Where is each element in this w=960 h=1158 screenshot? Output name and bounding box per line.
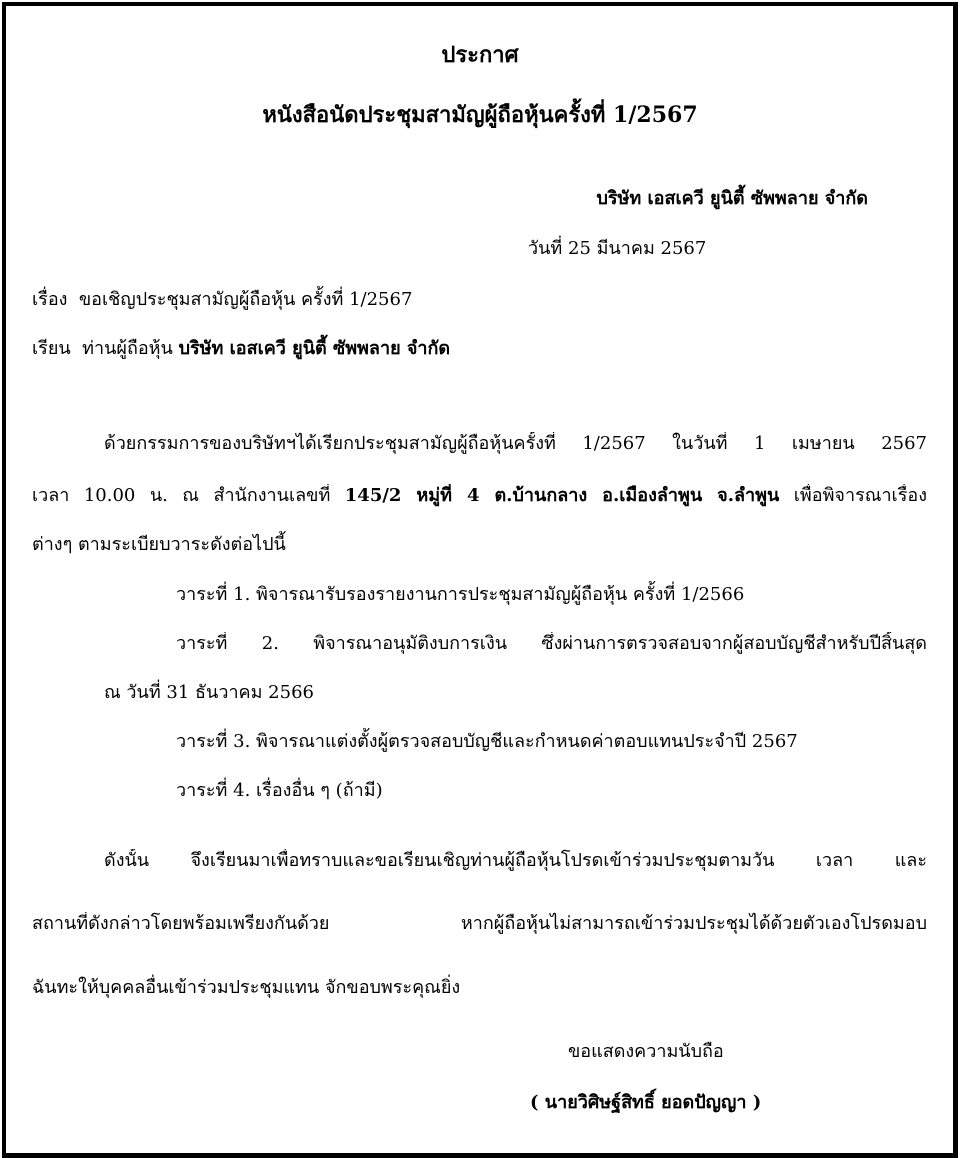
agenda-item-3: วาระที่ 3. พิจารณาแต่งตั้งผู้ตรวจสอบบัญชีและกำหนดค่าตอบแทนประจำปี 2567 — [176, 731, 798, 752]
closing-line-2: สถานที่ดังกล่าวโดยพร้อมเพรียงกันด้วย หากผู้ถือหุ้นไม่สามารถเข้าร่วมประชุมได้ด้วยตัวเองโปรดมอบ — [32, 913, 927, 934]
agenda-item-2-continuation: ณ วันที่ 31 ธันวาคม 2566 — [104, 682, 314, 703]
page-subtitle: หนังสือนัดประชุมสามัญผู้ถือหุ้นครั้งที่ 1/2567 — [262, 102, 698, 128]
body-line-2-pre: เวลา 10.00 น. ณ สำนักงานเลขที่ — [32, 485, 331, 506]
body-line-1: ด้วยกรรมการของบริษัทฯได้เรียกประชุมสามัญผู้ถือหุ้นครั้งที่ 1/2567 ในวันที่ 1 เมษายน 2567 — [104, 433, 927, 454]
subject-label: เรื่อง — [32, 289, 68, 310]
agenda-item-4: วาระที่ 4. เรื่องอื่น ๆ (ถ้ามี) — [176, 780, 383, 801]
subject-text: ขอเชิญประชุมสามัญผู้ถือหุ้น ครั้งที่ 1/2567 — [78, 289, 413, 310]
signoff: ขอแสดงความนับถือ — [568, 1041, 724, 1062]
company-name: บริษัท เอสเควี ยูนิตี้ ซัพพลาย จำกัด — [596, 188, 868, 209]
recipient-line — [32, 337, 450, 361]
document-date: วันที่ 25 มีนาคม 2567 — [528, 238, 707, 259]
body-line-3: ต่างๆ ตามระเบียบวาระดังต่อไปนี้ — [32, 534, 286, 555]
recipient-company: บริษัท เอสเควี ยูนิตี้ ซัพพลาย จำกัด — [178, 338, 451, 359]
recipient-text: ท่านผู้ถือหุ้น — [82, 338, 173, 359]
recipient-label: เรียน — [32, 338, 71, 359]
signatory-name: ( นายวิศิษฐ์สิทธิ์ ยอดปัญญา ) — [530, 1092, 762, 1113]
body-line-2-post: เพื่อพิจารณาเรื่อง — [793, 485, 927, 506]
closing-line-1: ดังนั้น จึงเรียนมาเพื่อทราบและขอเรียนเชิญท่านผู้ถือหุ้นโปรดเข้าร่วมประชุมตามวัน เวลา และ — [104, 850, 927, 871]
body-line-2 — [32, 484, 927, 508]
agenda-item-2: วาระที่ 2. พิจารณาอนุมัติงบการเงิน ซึ่งผ่านการตรวจสอบจากผู้สอบบัญชีสำหรับปีสิ้นสุด — [176, 633, 927, 654]
agenda-item-1: วาระที่ 1. พิจารณารับรองรายงานการประชุมสามัญผู้ถือหุ้น ครั้งที่ 1/2566 — [176, 584, 745, 605]
page-title: ประกาศ — [441, 42, 519, 68]
closing-line-3: ฉันทะให้บุคคลอื่นเข้าร่วมประชุมแทน จักขอบพระคุณยิ่ง — [32, 977, 461, 998]
subject-line — [32, 288, 412, 312]
meeting-address: 145/2 หมู่ที่ 4 ต.บ้านกลาง อ.เมืองลำพูน จ.ลำพูน — [344, 485, 780, 506]
